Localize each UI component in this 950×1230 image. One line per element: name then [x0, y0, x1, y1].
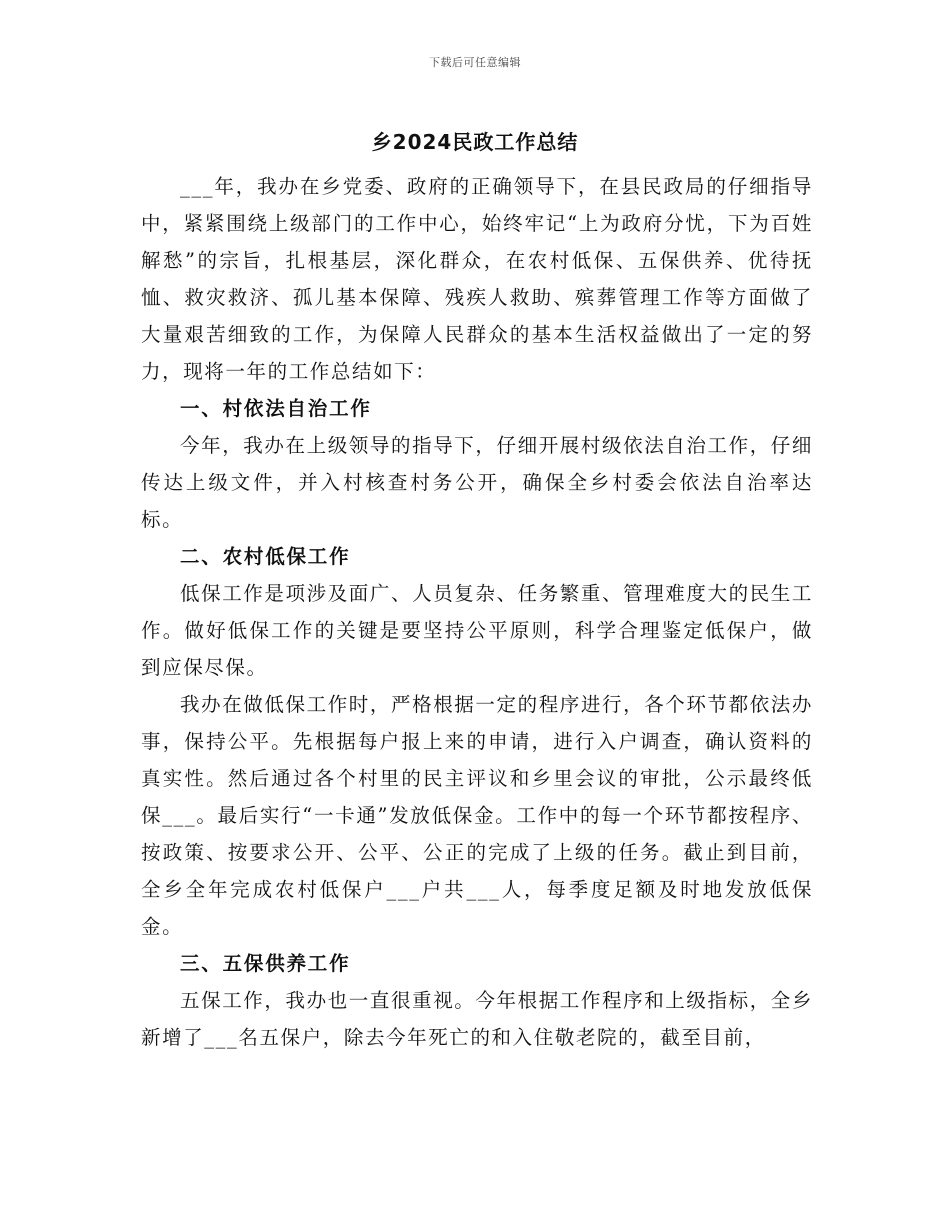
section-heading-rural-subsistence: 二、农村低保工作: [180, 545, 351, 568]
document-title: 乡2024民政工作总结: [371, 130, 579, 154]
section-paragraph: 低保工作是项涉及面广、人员复杂、任务繁重、管理难度大的民生工作。做好低保工作的关键是要坚持公平原则，科学合理鉴定低保户，做到应保尽保。: [141, 582, 814, 679]
section-heading-five-guarantees: 三、五保供养工作: [180, 952, 351, 975]
section-paragraph: 我办在做低保工作时，严格根据一定的程序进行，各个环节都依法办事，保持公平。先根据每户报上来的申请，进行入户调查，确认资料的真实性。然后通过各个村里的民主评议和乡里会议的审批，公示最终低保___。最后实行“一卡通”发放低保金。工作中的每一个环节都按程序、按政策、按要求公开、公平、公正的完成了上级的任务。截止到目前，全乡全年完成农村低保户___户共___人，每季度足额及时地发放低保金。: [141, 693, 814, 938]
section-paragraph: 今年，我办在上级领导的指导下，仔细开展村级依法自治工作，仔细传达上级文件，并入村核查村务公开，确保全乡村委会依法自治率达标。: [141, 434, 814, 531]
section-paragraph: 五保工作，我办也一直很重视。今年根据工作程序和上级指标，全乡新增了___名五保户，除去今年死亡的和入住敬老院的，截至目前，: [141, 989, 814, 1049]
section-heading-village-autonomy: 一、村依法自治工作: [180, 397, 372, 420]
intro-paragraph: ___年，我办在乡党委、政府的正确领导下，在县民政局的仔细指导中，紧紧围绕上级部门的工作中心，始终牢记“上为政府分忧，下为百姓解愁”的宗旨，扎根基层，深化群众，在农村低保、五保供养、优待抚恤、救灾救济、孤儿基本保障、残疾人救助、殡葬管理工作等方面做了大量艰苦细致的工作，为保障人民群众的基本生活权益做出了一定的努力，现将一年的工作总结如下：: [141, 175, 813, 383]
document-body: [141, 168, 813, 1056]
header-note: 下载后可任意编辑: [429, 56, 521, 69]
